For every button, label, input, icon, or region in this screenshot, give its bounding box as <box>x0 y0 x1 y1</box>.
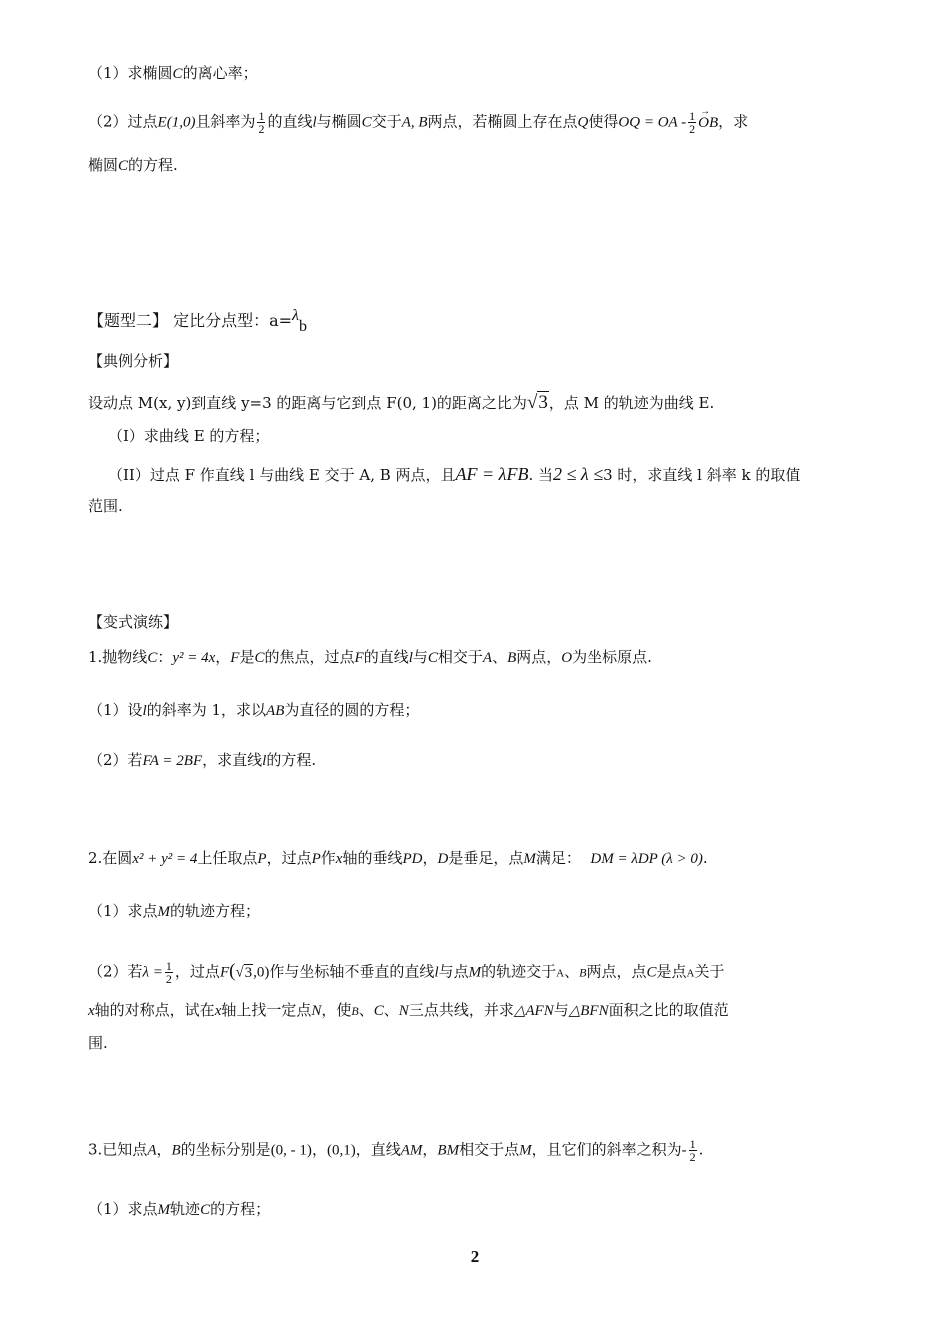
practice-2-q2-line2: x轴的对称点，试在x轴上找一定点N，使B、C、N三点共线，并求△AFN与△BFN面积之比的取值范 <box>88 1001 729 1019</box>
type2-q2-line2: 范围. <box>88 497 123 515</box>
practice-2-q2: （2）若λ = $\frac{1}{2}$ ，过点F(√3,0)作与坐标轴不垂直的直线l与点M的轨迹交于A、B两点，点C是点A关于 <box>88 959 725 986</box>
practice-1-q2: （2）若FA = 2BF，求直线l的方程. <box>88 751 317 769</box>
practice-3-q1: （1）求点M轨迹C的方程； <box>88 1200 271 1218</box>
practice-1-q1: （1）设l的斜率为 1，求以AB为直径的圆的方程； <box>88 701 420 719</box>
practice-problem-3: 3.已知点A，B的坐标分别是(0, - 1)，(0,1)，直线AM，BM相交于点M，且它们的斜率之积为- $\frac{1}{2}$ . <box>88 1137 704 1164</box>
type2-analysis-heading: 【典例分析】 <box>88 352 179 370</box>
q-top-part1: （1）求椭圆C的离心率； <box>88 64 258 82</box>
practice-2-q1: （1）求点M的轨迹方程； <box>88 902 261 920</box>
type2-q1: （I）求曲线 E 的方程； <box>108 427 270 445</box>
q-top-part2: （2）过点E(1,0)且斜率为 $\frac{1}{2}$ 的直线l与椭圆C交于A, B两点，若椭圆上存在点Q使得OQ = OA - $\frac{1}{2}$ → OB，求 <box>88 110 748 135</box>
q-top-part2-line2: 椭圆C的方程. <box>88 156 178 174</box>
type2-stem: 设动点 M(x, y)到直线 y=3 的距离与它到点 F(0, 1)的距离之比为√3，点 M 的轨迹为曲线 E. <box>88 392 715 413</box>
practice-2-q2-line3: 围. <box>88 1034 108 1052</box>
type2-title: 【题型二】 定比分点型：a=λb <box>88 307 307 335</box>
type2-q2: （II）过点 F 作直线 l 与曲线 E 交于 A, B 两点，且AF = λFB. 当2 ≤ λ ≤3 时，求直线 l 斜率 k 的取值 <box>108 464 801 484</box>
practice-problem-1: 1.抛物线C：y² = 4x，F是C的焦点，过点F的直线l与C相交于A、B两点，O为坐标原点. <box>88 648 652 666</box>
fraction-one-half-b: $\frac{1}{2}$ <box>689 109 696 136</box>
fraction-one-half: $\frac{1}{2}$ <box>258 109 265 136</box>
page-number: 2 <box>470 1247 480 1266</box>
practice-heading: 【变式演练】 <box>88 613 179 631</box>
practice-problem-2: 2.在圆x² + y² = 4上任取点P，过点P作x轴的垂线PD，D是垂足，点M满足： DM = λDP (λ > 0). <box>88 849 708 867</box>
